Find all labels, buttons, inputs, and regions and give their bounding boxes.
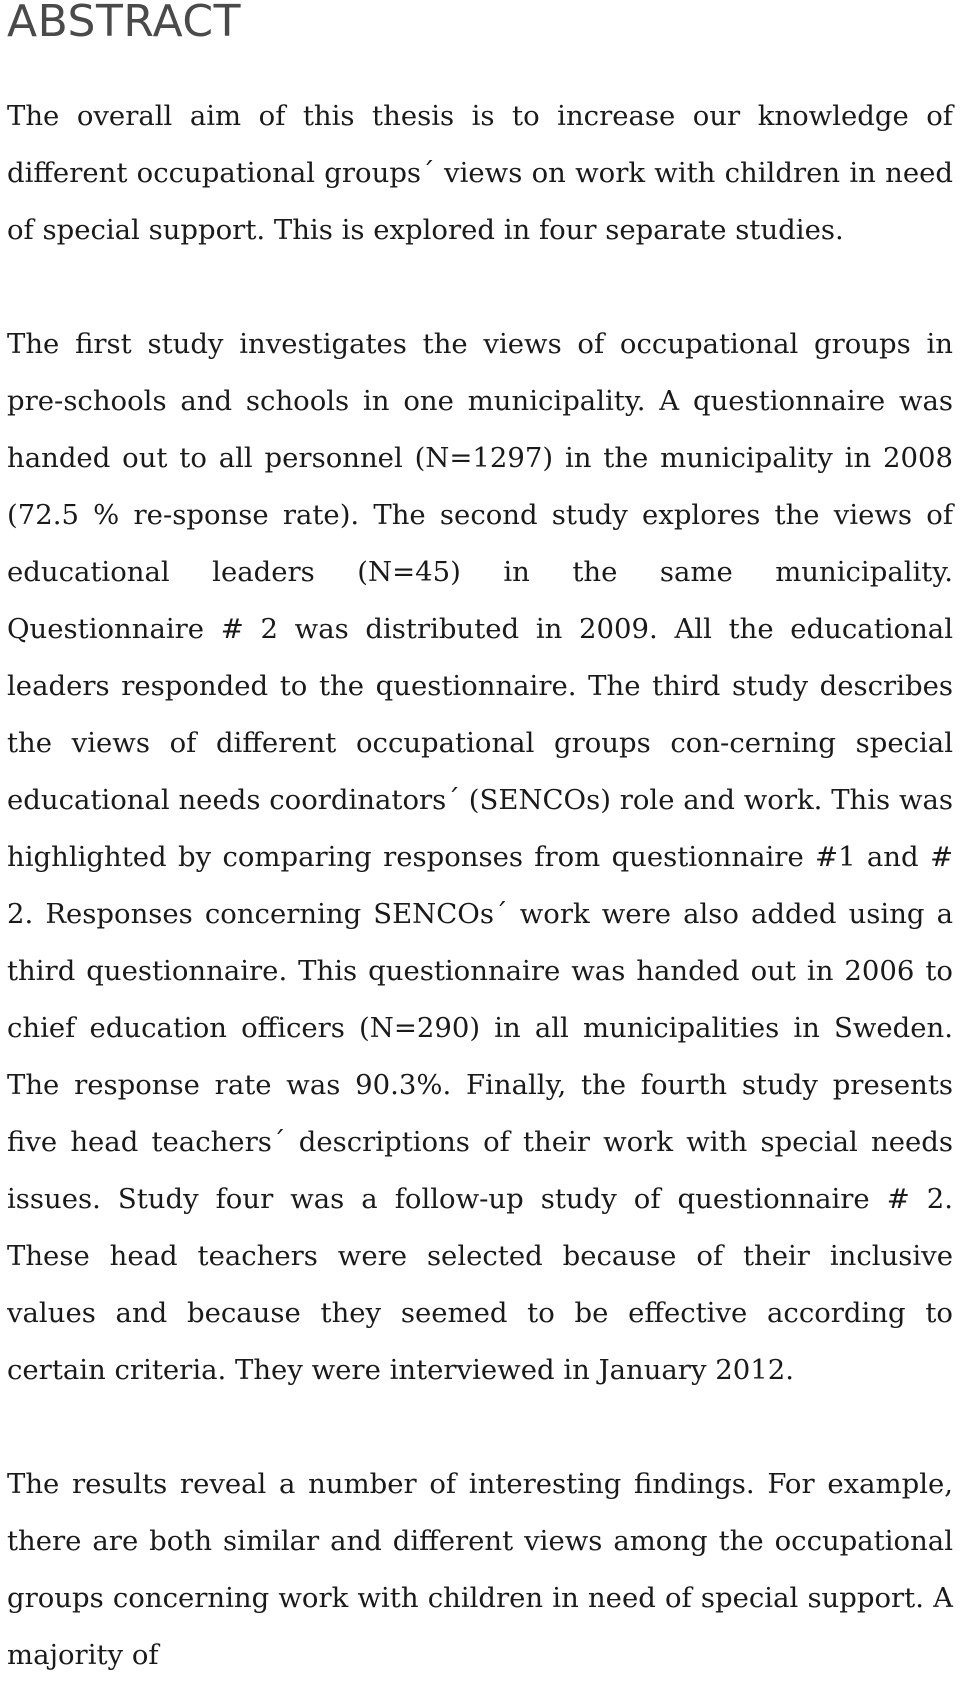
abstract-paragraph-1: The overall aim of this thesis is to increase our knowledge of different occupational groups´ views on work with children in need of special support. This is explored in four separate studies. <box>7 100 953 246</box>
abstract-heading: ABSTRACT <box>7 0 242 47</box>
abstract-paragraph-2: The first study investigates the views of occupational groups in pre-schools and schools in one municipality. A questionnaire was handed out to all personnel (N=1297) in the municipality in 2008 (72.5 % re-sponse rate). The second study explores the views of educational leaders (N=45) in the same municipality. Questionnaire # 2 was distributed in 2009. All the educational leaders responded to the questionnaire. The third study describes the views of different occupational groups con-cerning special educational needs coordinators´ (SENCOs) role and work. This was highlighted by comparing responses from questionnaire #1 and # 2. Responses concerning SENCOs´ work were also added using a third questionnaire. This questionnaire was handed out in 2006 to chief education officers (N=290) in all municipalities in Sweden. The response rate was 90.3%. Finally, the fourth study presents five head teachers´ descriptions of their work with special needs issues. Study four was a follow-up study of questionnaire # 2. These head teachers were selected because of their inclusive values and because they seemed to be effective according to certain criteria. They were interviewed in January 2012. <box>7 328 953 1386</box>
document-page <box>7 0 953 1684</box>
abstract-paragraph-3: The results reveal a number of interesting findings. For example, there are both similar and different views among the occupational groups concerning work with children in need of special support. A majority of <box>7 1468 953 1671</box>
